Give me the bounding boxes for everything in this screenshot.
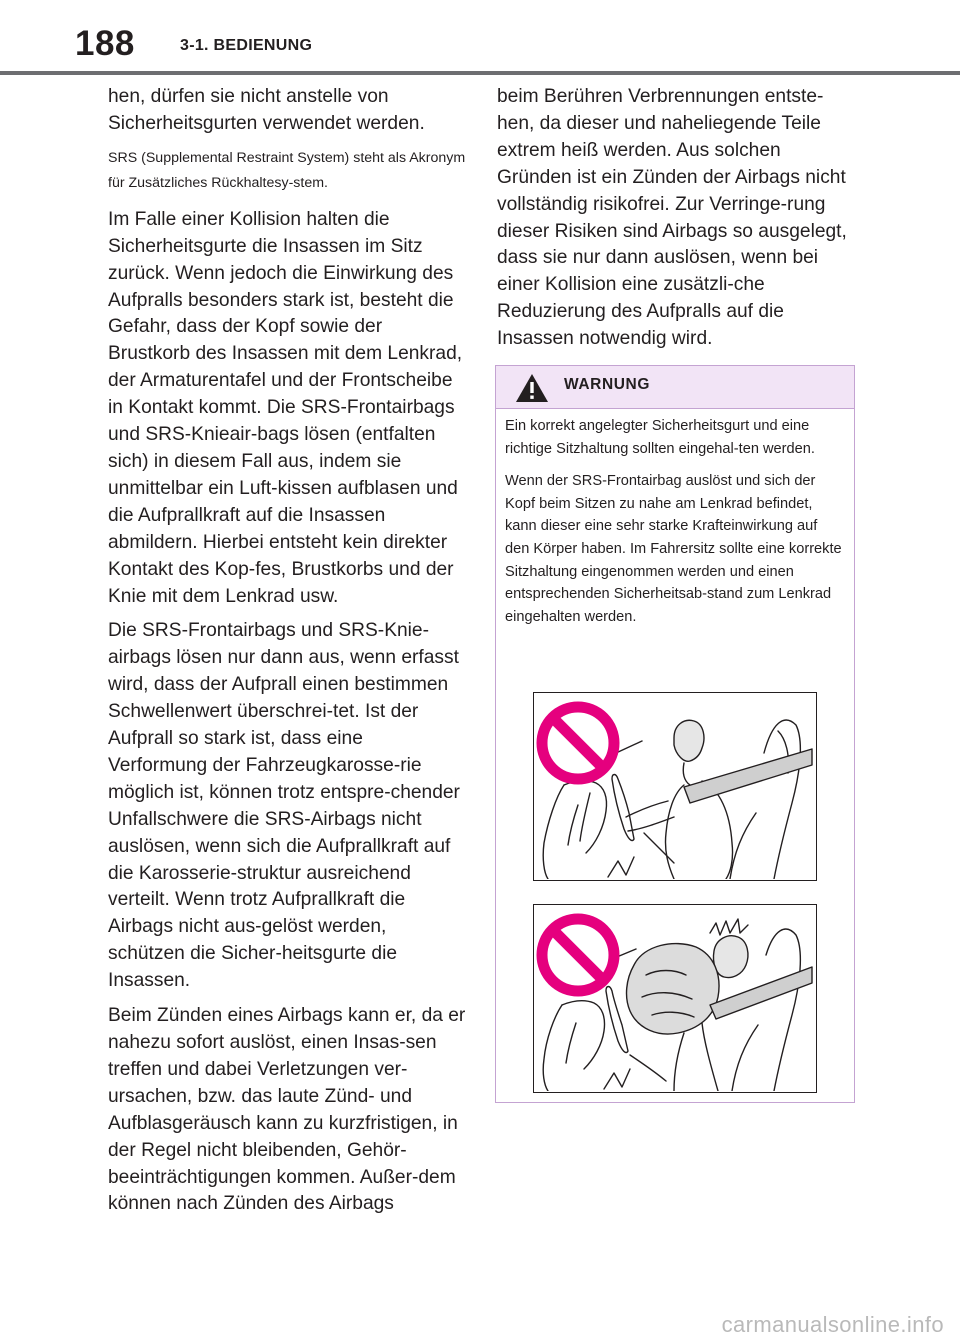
- driver-too-close-drawing: [534, 693, 815, 879]
- illustration-too-close: [533, 692, 817, 881]
- prohibition-sign-icon: [542, 919, 614, 991]
- paragraph-burn-risk: beim Berühren Verbrennungen entste-hen, da dieser und naheliegende Teile extrem heiß werden. Aus solchen Gründen ist ein Zünden der Airbags nicht vollständig risikofrei. Zur Verringe-rung dieser Risiken sind Airbags so ausgelegt, dass sie nur dann auslösen, wenn bei einer Kollision eine zusätzli-che Reduzierung des Aufpralls auf die Insassen notwendig wird.: [497, 86, 847, 350]
- paragraph-ignition-risks: Beim Zünden eines Airbags kann er, da er nahezu sofort auslöst, einen Insas-sen treffen und dabei Verletzungen ver-ursachen, bzw. das laute Zünd- und Aufblasgeräusch kann zu kurzfristigen, in der Regel nicht bleibenden, Gehör-beeinträchtigungen kommen. Außer-dem können nach Zünden des Airbags: [108, 1005, 466, 1215]
- page-number: 188: [75, 24, 135, 63]
- illustration-airbag-impact: [533, 904, 817, 1093]
- watermark: carmanualsonline.info: [721, 1312, 944, 1337]
- page-header: [0, 0, 960, 78]
- right-column: [497, 84, 857, 361]
- srs-note: SRS (Supplemental Restraint System) steht als Akronym für Zusätzliches Rückhaltesy-stem.: [108, 149, 466, 192]
- paragraph-deployment-threshold: Die SRS-Frontairbags und SRS-Knie-airbags lösen nur dann aus, wenn erfasst wird, dass der Aufprall einen bestimmen Schwellenwert überschrei-tet. Ist der Aufprall so stark ist, dass eine Verformung der Fahrzeugkarosse-rie möglich ist, können trotz entspre-chender Unfallschwere die SRS-Airbags nicht auslösen, wenn sich die Aufprallkraft auf die Karosserie-struktur ausreichend verteilt. Wenn trotz Aufprallkraft die Airbags nicht aus-gelöst werden, schützen die Sicher-heitsgurte die Insassen.: [108, 620, 460, 992]
- warning-header: [496, 366, 854, 409]
- airbag-impact-drawing: [534, 905, 815, 1091]
- paragraph-continuation: hen, dürfen sie nicht anstelle von Sicherheitsgurten verwendet werden.: [108, 86, 425, 134]
- airbag-scene-lineart: [543, 919, 812, 1091]
- left-column: [108, 84, 466, 1226]
- paragraph-collision: Im Falle einer Kollision halten die Sicherheitsgurte die Insassen im Sitz zurück. Wenn jedoch die Einwirkung des Aufpralls besonders stark ist, besteht die Gefahr, dass der Kopf sowie der Brustkorb des Insassen mit dem Lenkrad, der Armaturentafel und der Frontscheibe in Kontakt kommt. Die SRS-Frontairbags und SRS-Knieair-bags lösen (entfalten sich) in diesem Fall aus, indem sie unmittelbar ein Luft-kissen aufblasen und die Aufprallkraft auf die Insassen abmildern. Hierbei entsteht kein direkter Kontakt des Kop-fes, Brustkorbs und der Knie mit dem Lenkrad usw.: [108, 208, 463, 607]
- warning-body: [496, 409, 854, 628]
- warning-triangle-icon: [514, 372, 550, 404]
- prohibition-sign-icon: [542, 707, 614, 779]
- warning-title: WARNUNG: [564, 376, 650, 393]
- header-divider: [0, 71, 960, 75]
- warning-text-distance: Wenn der SRS-Frontairbag auslöst und sich der Kopf beim Sitzen zu nahe am Lenkrad befindet, kann dieser eine sehr starke Krafteinwirkung auf den Körper haben. Im Fahrersitz sollte eine korrekte Sitzhaltung eingenommen werden und einen entsprechenden Sicherheitsab-stand zum Lenkrad eingehalten werden.: [505, 473, 842, 625]
- warning-text-seatbelt: Ein korrekt angelegter Sicherheitsgurt und eine richtige Sitzhaltung sollten eingehal-ten werden.: [505, 418, 815, 457]
- section-title: 3-1. BEDIENUNG: [180, 37, 313, 54]
